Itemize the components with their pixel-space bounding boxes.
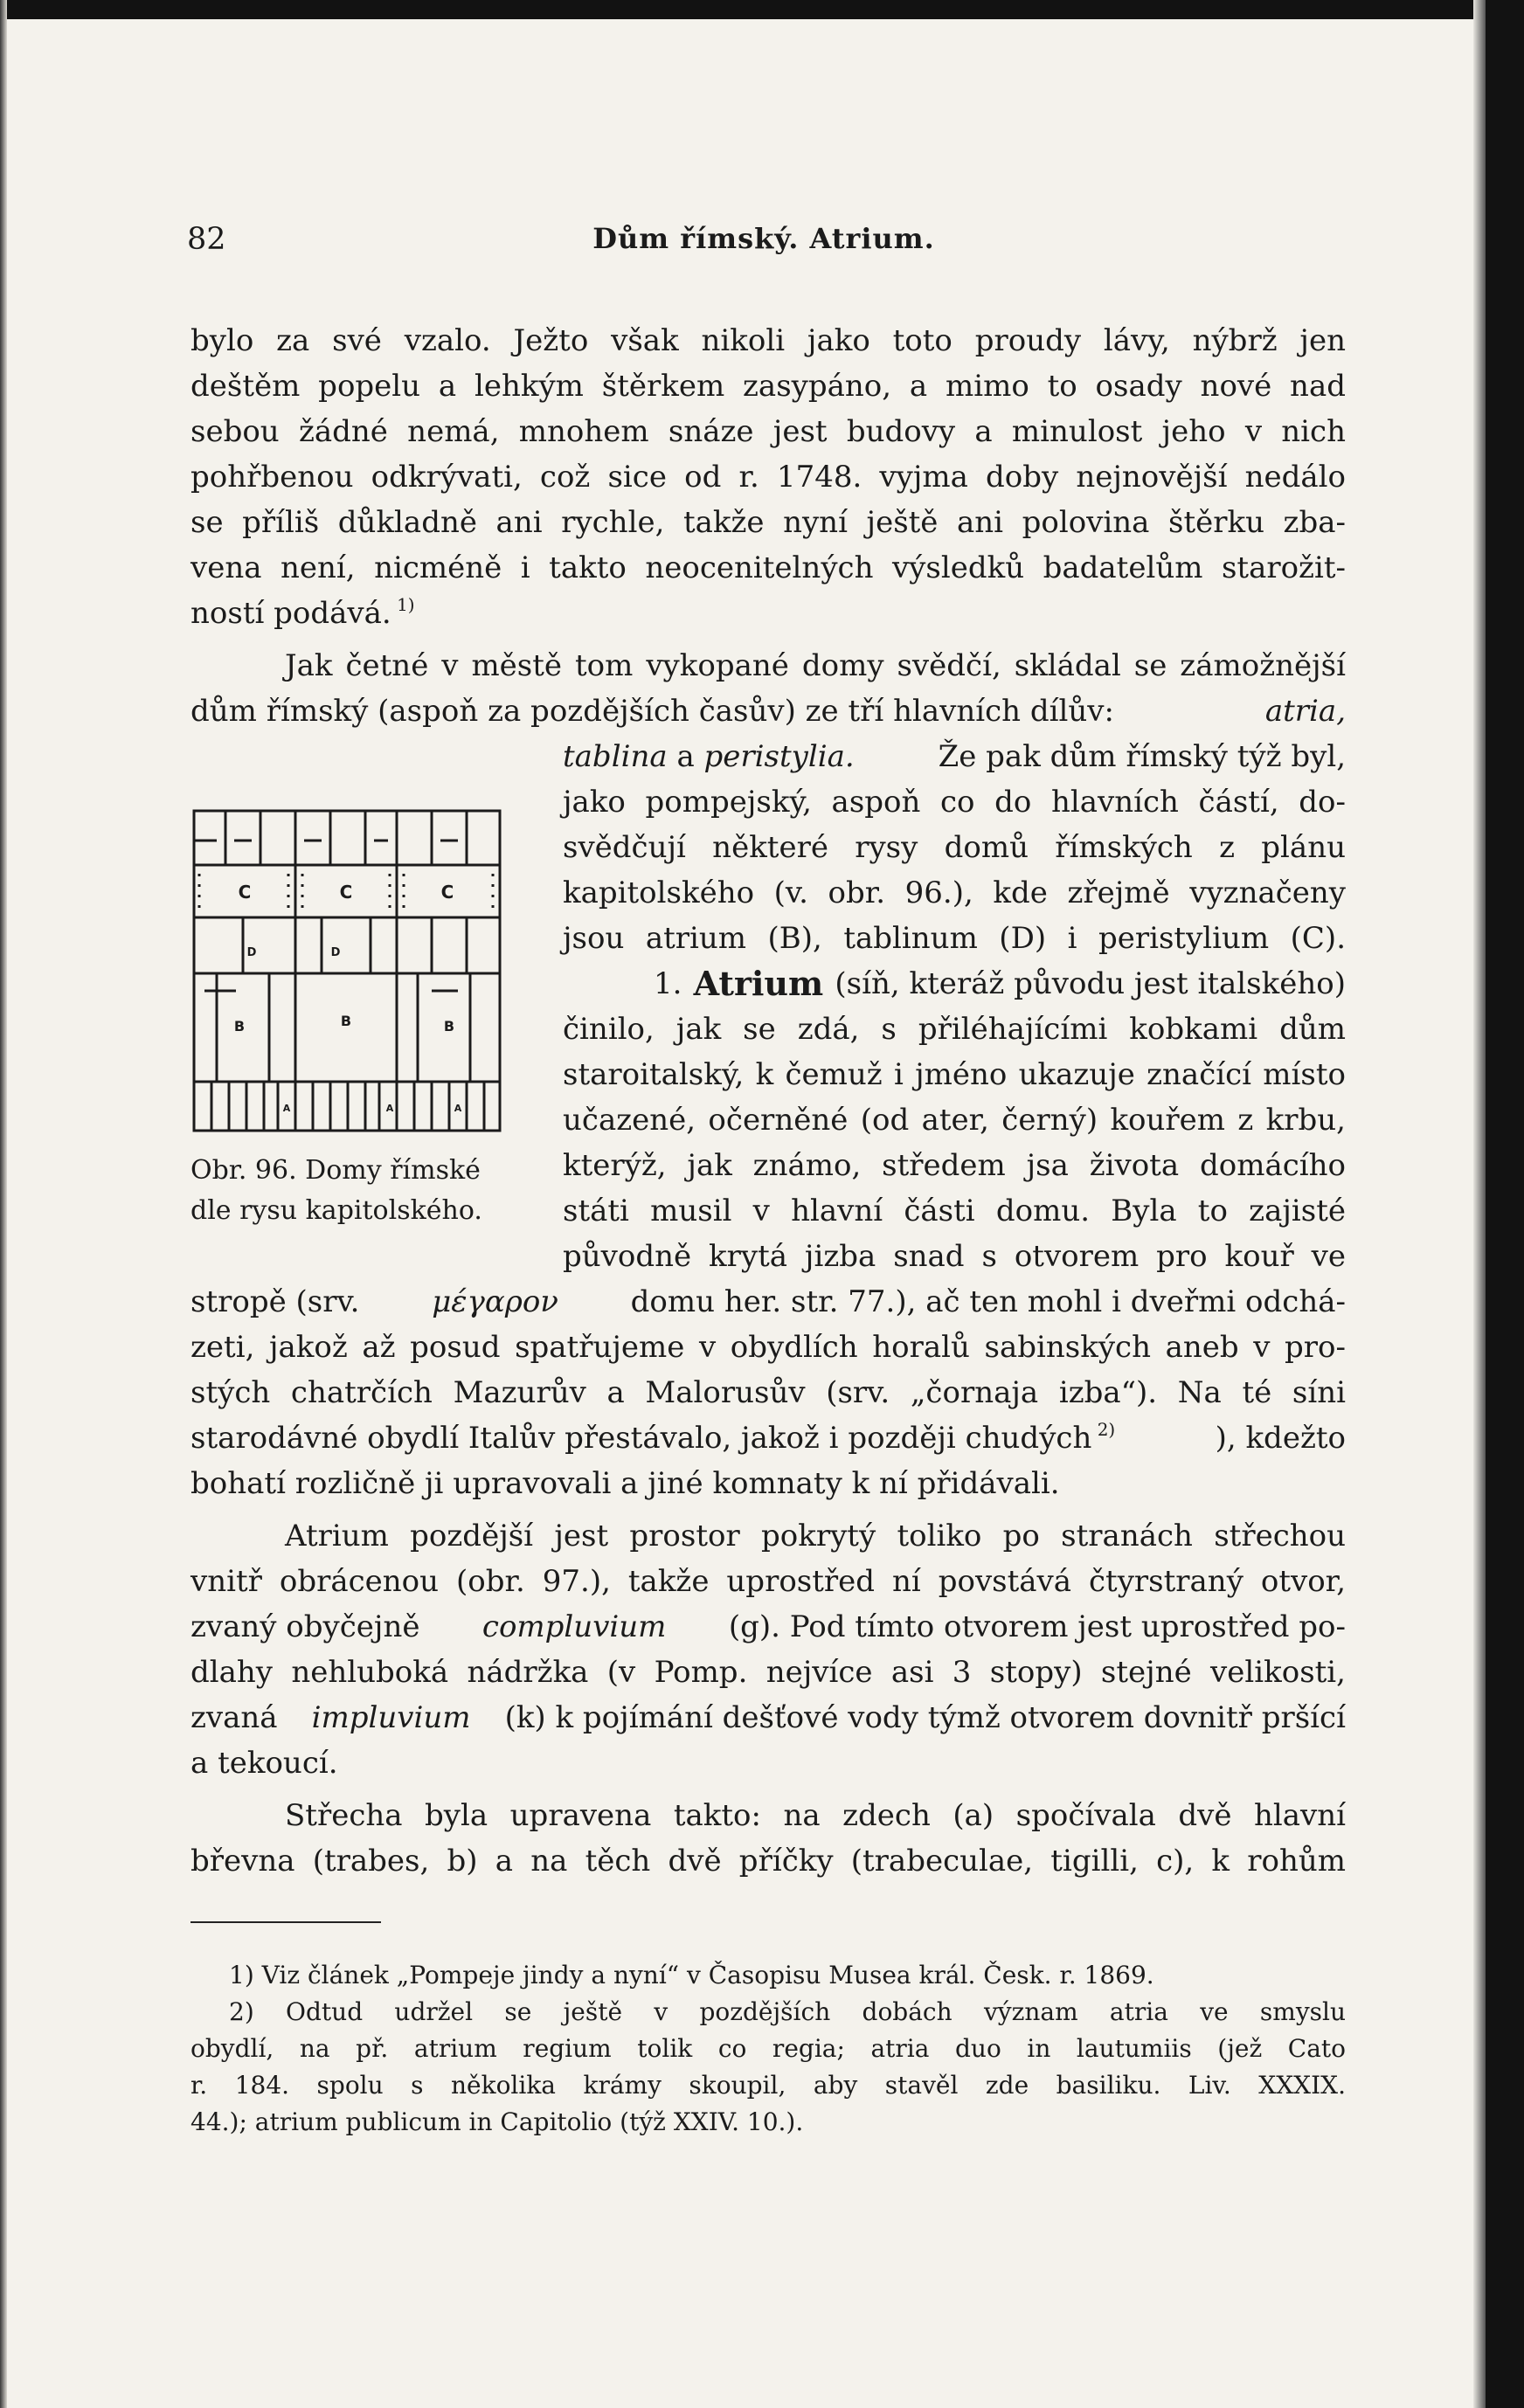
text-line: staroitalský, k čemuž i jméno ukazuje značící místo [563, 1057, 1346, 1092]
text-fragment: a [676, 739, 695, 774]
room-label-atrium: B [443, 1018, 455, 1034]
text-line: učazené, očerněné (od ater, černý) kouřem z krbu, [563, 1103, 1346, 1138]
text-line: zeti, jakož až posud spatřujeme v obydlích horalů sabinských aneb v pro- [190, 1330, 1346, 1365]
text-line: jsou atrium (B), tablinum (D) i peristylium (C). [563, 921, 1346, 956]
text-fragment: Že pak dům římský týž byl, [938, 739, 1346, 774]
heading-atrium: Atrium [693, 964, 824, 1003]
text-fragment: zvaná [190, 1700, 278, 1735]
text-line [190, 1604, 1346, 1650]
text-fragment: zvaný obyčejně [190, 1609, 420, 1644]
footnote-divider [190, 1921, 381, 1923]
room-label-entrance: A [282, 1103, 291, 1114]
text-fragment: (síň, kteráž původu jest italského) [835, 966, 1346, 1001]
text-line: se příliš důkladně ani rychle, takže nyní ještě ani polovina štěrku zba- [190, 505, 1346, 540]
text-line: činilo, jak se zdá, s přiléhajícími kobkami dům [563, 1012, 1346, 1047]
room-label-peristylium: C [339, 882, 353, 903]
footnote-line: 1) Viz článek „Pompeje jindy a nyní“ v Časopisu Musea král. Česk. r. 1869. [229, 1961, 1154, 1989]
scan-border-right [1486, 0, 1524, 2408]
room-label-tablinum: D [330, 946, 341, 959]
text-line [190, 1279, 1346, 1325]
term-compluvium: compluvium [481, 1609, 667, 1644]
room-label-entrance: A [385, 1103, 394, 1114]
text-fragment-italic: atria, [1264, 694, 1346, 729]
text-line: sebou žádné nemá, mnohem snáze jest budovy a minulost jeho v nich [190, 414, 1346, 449]
text-fragment: (g). Pod tímto otvorem jest uprostřed po- [728, 1609, 1346, 1644]
text-fragment: stropě (srv. [190, 1284, 360, 1319]
running-title: Dům římský. Atrium. [592, 222, 935, 255]
figure-caption-line: dle rysu kapitolského. [190, 1195, 482, 1226]
room-label-atrium: B [340, 1013, 352, 1029]
scan-border-top [0, 0, 1524, 19]
page-number: 82 [187, 222, 226, 257]
text-fragment: domu her. str. 77.), ač ten mohl i dveřmi odchá- [630, 1284, 1346, 1319]
footnote-line: r. 184. spolu s několika krámy skoupil, aby stavěl zde basiliku. Liv. XXXIX. [190, 2071, 1346, 2100]
text-line: Atrium pozdější jest prostor pokrytý toliko po stranách střechou [285, 1519, 1346, 1553]
text-line: a tekoucí. [190, 1746, 338, 1781]
footnote-line: 2) Odtud udržel se ještě v pozdějších dobách význam atria ve smyslu [229, 1997, 1346, 2026]
text-line: pohřbenou odkrývati, což sice od r. 1748. vyjma doby nejnovější nedálo [190, 460, 1346, 495]
text-line: dlahy nehluboká nádržka (v Pomp. nejvíce asi 3 stopy) stejné velikosti, [190, 1655, 1346, 1690]
text-fragment: (k) k pojímání dešťové vody týmž otvorem dovnitř pršící [504, 1700, 1346, 1735]
text-line [563, 734, 1346, 779]
text-fragment-italic: tablina [563, 739, 668, 774]
footnote-ref [1091, 1419, 1115, 1440]
text-fragment: ), kdežto [1215, 1421, 1346, 1456]
running-head [187, 222, 1340, 266]
text-fragment: 1. [654, 966, 682, 1001]
scan-border-left [0, 0, 7, 2408]
text-line: břevna (trabes, b) a na těch dvě příčky (trabeculae, tigilli, c), k rohům [190, 1844, 1346, 1879]
text-line [190, 1695, 1346, 1740]
footnote-ref [391, 594, 415, 615]
text-line: jako pompejský, aspoň co do hlavních částí, do- [563, 785, 1346, 820]
text-line: Jak četné v městě tom vykopané domy svědčí, skládal se zámožnější [285, 648, 1346, 683]
text-line: vena není, nicméně i takto neocenitelných výsledků badatelům starožit- [190, 550, 1346, 585]
text-line: bylo za své vzalo. Ježto však nikoli jako toto proudy lávy, nýbrž jen [190, 323, 1346, 358]
scan-shadow-right [1473, 0, 1486, 2408]
footnote-line: 44.); atrium publicum in Capitolio (týž XXIV. 10.). [190, 2107, 804, 2136]
text-fragment: ností podává. [190, 596, 391, 631]
text-line [190, 688, 1346, 734]
text-fragment-italic: peristylia. [703, 739, 855, 774]
text-line: státi musil v hlavní části domu. Byla to zajisté [563, 1194, 1346, 1228]
room-label-entrance: A [454, 1103, 462, 1114]
term-impluvium: impluvium [311, 1700, 471, 1735]
text-fragment [190, 1415, 1115, 1461]
text-line: kterýž, jak známo, středem jsa života domácího [563, 1148, 1346, 1183]
footnote-ref-number: 2) [1097, 1419, 1116, 1440]
text-line: kapitolského (v. obr. 96.), kde zřejmě vyznačeny [563, 875, 1346, 910]
text-fragment: starodávné obydlí Italův přestávalo, jakož i později chudých [190, 1421, 1092, 1456]
text-line: původně krytá jizba snad s otvorem pro kouř ve [563, 1239, 1346, 1274]
figure-caption-line: Obr. 96. Domy římské [190, 1155, 481, 1186]
text-line [190, 591, 415, 636]
text-fragment: dům římský (aspoň za pozdějších časův) ze tří hlavních dílův: [190, 694, 1114, 729]
text-line: vnitř obrácenou (obr. 97.), takže uprostřed ní povstává čtyrstraný otvor, [190, 1564, 1346, 1599]
room-label-atrium: B [233, 1018, 246, 1034]
text-line: stých chatrčích Mazurův a Malorusův (srv. „čornaja izba“). Na té síni [190, 1375, 1346, 1410]
footnote-ref-number: 1) [397, 594, 415, 615]
room-label-peristylium: C [440, 882, 454, 903]
text-line: svědčují některé rysy domů římských z plánu [563, 830, 1346, 865]
footnote-line: obydlí, na př. atrium regium tolik co regia; atria duo in lautumiis (jež Cato [190, 2034, 1346, 2063]
greek-word: μέγαρον [432, 1284, 558, 1319]
text-line: deštěm popelu a lehkým štěrkem zasypáno, a mimo to osady nové nad [190, 369, 1346, 404]
text-line [654, 961, 1346, 1007]
text-fragment [563, 734, 855, 779]
floor-plan-drawing [190, 802, 503, 1134]
room-label-peristylium: C [238, 882, 252, 903]
text-line: bohatí rozličně ji upravovali a jiné komnaty k ní přidávali. [190, 1466, 1060, 1501]
floor-plan-figure [190, 802, 503, 1134]
text-line: Střecha byla upravena takto: na zdech (a) spočívala dvě hlavní [285, 1798, 1346, 1833]
room-label-tablinum: D [246, 946, 257, 959]
text-line [190, 1415, 1346, 1461]
